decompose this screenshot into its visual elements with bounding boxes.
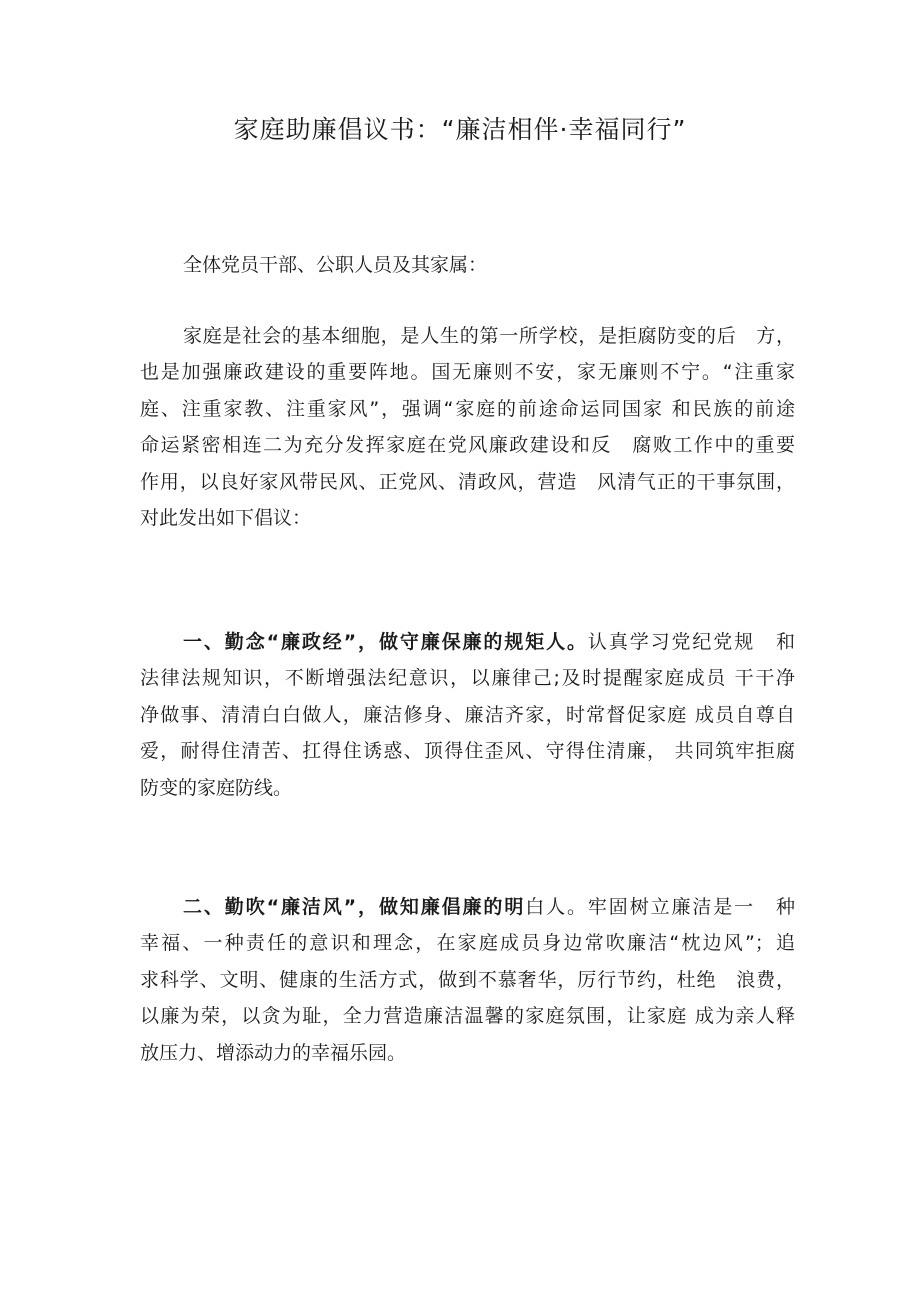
paragraph-line: 爱，耐得住清苦、扛得住诱惑、顶得住歪风、守得住清廉， 共同筑牢拒腐 [140,740,795,763]
section-two-first-line-text: 白人。牢固树立廉洁是一 种 [525,896,795,918]
paragraph-line: 净做事、清清白白做人，廉洁修身、廉洁齐家，时常督促家庭 成员自尊自 [140,703,795,726]
paragraph-line [140,624,795,660]
intro-paragraph [140,318,795,536]
paragraph-line: 庭、注重家教、注重家风”，强调“家庭的前途命运同国家 和民族的前途 [140,397,795,420]
paragraph-line: 幸福、一种责任的意识和理念，在家庭成员身边常吹廉洁“枕边风”；追 [140,932,795,955]
document-title: 家庭助廉倡议书：“廉洁相伴·幸福同行” [233,115,687,144]
paragraph-line: 家庭是社会的基本细胞，是人生的第一所学校，是拒腐防变的后 方， [183,325,795,347]
section-one-heading: 一、勤念“廉政经”，做守廉保廉的规矩人。 [183,631,588,653]
paragraph-line: 法律法规知识，不断增强法纪意识，以廉律己;及时提醒家庭成员 干干净 [140,667,795,690]
section-two-heading: 二、勤吹“廉洁风”，做知廉倡廉的明 [183,896,526,918]
paragraph-line: 求科学、文明、健康的生活方式，做到不慕奢华，厉行节约，杜绝 浪费， [140,968,795,991]
salutation: 全体党员干部、公职人员及其家属： [183,254,488,276]
paragraph-line: 作用，以良好家风带民风、正党风、清政风，营造 风清气正的干事氛围， [140,470,795,493]
section-one-first-line-text: 认真学习党纪党规 和 [587,631,795,653]
section-one-paragraph [140,624,795,806]
paragraph-line: 以廉为荣，以贪为耻，全力营造廉洁温馨的家庭氛围，让家庭 成为亲人释 [140,1005,795,1028]
section-two-paragraph [140,889,795,1071]
paragraph-line: 对此发出如下倡议： [140,506,312,529]
paragraph-line: 放压力、增添动力的幸福乐园。 [140,1041,407,1064]
paragraph-line [140,889,795,925]
paragraph-line: 命运紧密相连二为充分发挥家庭在党风廉政建设和反 腐败工作中的重要 [140,434,795,457]
paragraph-line: 也是加强廉政建设的重要阵地。国无廉则不安，家无廉则不宁。“注重家 [140,361,795,384]
paragraph-line: 防变的家庭防线。 [140,776,293,799]
